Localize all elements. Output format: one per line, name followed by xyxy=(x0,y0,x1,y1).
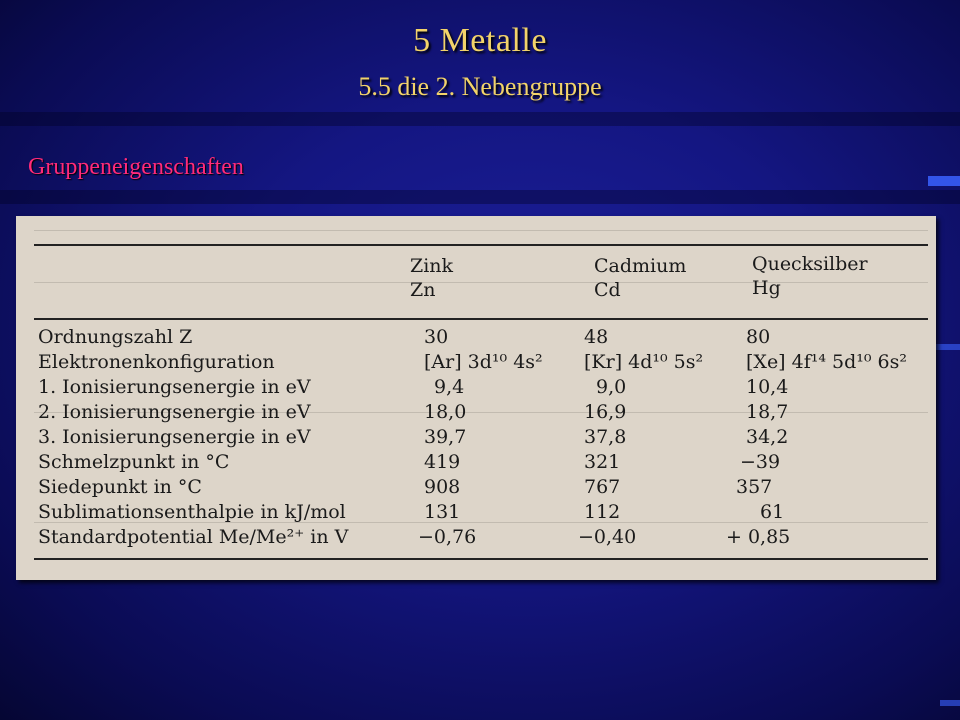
section-heading: Gruppeneigenschaften xyxy=(28,154,244,180)
cell-zinc: 39,7 xyxy=(424,426,467,448)
column-symbol: Zn xyxy=(410,279,436,301)
cell-cadmium: 321 xyxy=(584,451,621,473)
cell-zinc: [Ar] 3d¹⁰ 4s² xyxy=(424,351,543,373)
cell-cadmium: 767 xyxy=(584,476,621,498)
table-rule-top xyxy=(34,244,928,246)
cell-mercury: 357 xyxy=(736,476,773,498)
table-row xyxy=(16,401,936,426)
column-header-zinc xyxy=(410,254,453,302)
table-row xyxy=(16,326,936,351)
table-row xyxy=(16,451,936,476)
accent-bar xyxy=(936,344,960,350)
cell-mercury: [Xe] 4f¹⁴ 5d¹⁰ 6s² xyxy=(746,351,908,373)
cell-cadmium: 112 xyxy=(584,501,621,523)
table-row xyxy=(16,526,936,551)
cell-mercury: 34,2 xyxy=(746,426,789,448)
cell-zinc: 419 xyxy=(424,451,461,473)
table-row xyxy=(16,501,936,526)
column-symbol: Hg xyxy=(752,277,781,299)
column-header-cadmium xyxy=(594,254,686,302)
cell-zinc: 18,0 xyxy=(424,401,467,423)
table-row xyxy=(16,351,936,376)
cell-cadmium: 48 xyxy=(584,326,609,348)
row-label: 3. Ionisierungsenergie in eV xyxy=(38,426,311,448)
row-label: Schmelzpunkt in °C xyxy=(38,451,230,473)
cell-mercury: 80 xyxy=(746,326,771,348)
background-band xyxy=(0,112,960,126)
cell-zinc: −0,76 xyxy=(418,526,477,548)
row-label: 1. Ionisierungsenergie in eV xyxy=(38,376,311,398)
table-row xyxy=(16,476,936,501)
column-symbol: Cd xyxy=(594,279,621,301)
cell-mercury: 10,4 xyxy=(746,376,789,398)
bleed-through-line xyxy=(34,230,928,231)
scanned-table xyxy=(16,216,936,580)
background-band xyxy=(0,190,960,204)
cell-zinc: 131 xyxy=(424,501,461,523)
table-row xyxy=(16,376,936,401)
cell-zinc: 30 xyxy=(424,326,449,348)
row-label: Siedepunkt in °C xyxy=(38,476,202,498)
cell-cadmium: [Kr] 4d¹⁰ 5s² xyxy=(584,351,704,373)
row-label: 2. Ionisierungsenergie in eV xyxy=(38,401,311,423)
table-row xyxy=(16,426,936,451)
row-label: Elektronenkonfiguration xyxy=(38,351,275,373)
cell-mercury: + 0,85 xyxy=(726,526,791,548)
table-rule-bottom xyxy=(34,558,928,560)
cell-cadmium: 16,9 xyxy=(584,401,627,423)
column-name: Cadmium xyxy=(594,255,687,277)
column-name: Quecksilber xyxy=(752,253,868,275)
cell-cadmium: −0,40 xyxy=(578,526,637,548)
cell-mercury: −39 xyxy=(740,451,781,473)
row-label: Sublimationsenthalpie in kJ/mol xyxy=(38,501,346,523)
cell-zinc: 908 xyxy=(424,476,461,498)
cell-cadmium: 9,0 xyxy=(596,376,627,398)
row-label: Standardpotential Me/Me²⁺ in V xyxy=(38,526,349,548)
cell-zinc: 9,4 xyxy=(434,376,465,398)
cell-mercury: 18,7 xyxy=(746,401,789,423)
cell-cadmium: 37,8 xyxy=(584,426,627,448)
accent-bar xyxy=(928,176,960,186)
table-rule-header xyxy=(34,318,928,320)
column-header-mercury xyxy=(752,252,868,300)
slide-subtitle: 5.5 die 2. Nebengruppe xyxy=(358,72,602,101)
slide-title: 5 Metalle xyxy=(413,22,547,59)
cell-mercury: 61 xyxy=(760,501,785,523)
row-label: Ordnungszahl Z xyxy=(38,326,193,348)
column-name: Zink xyxy=(410,255,454,277)
accent-bar xyxy=(940,700,960,706)
